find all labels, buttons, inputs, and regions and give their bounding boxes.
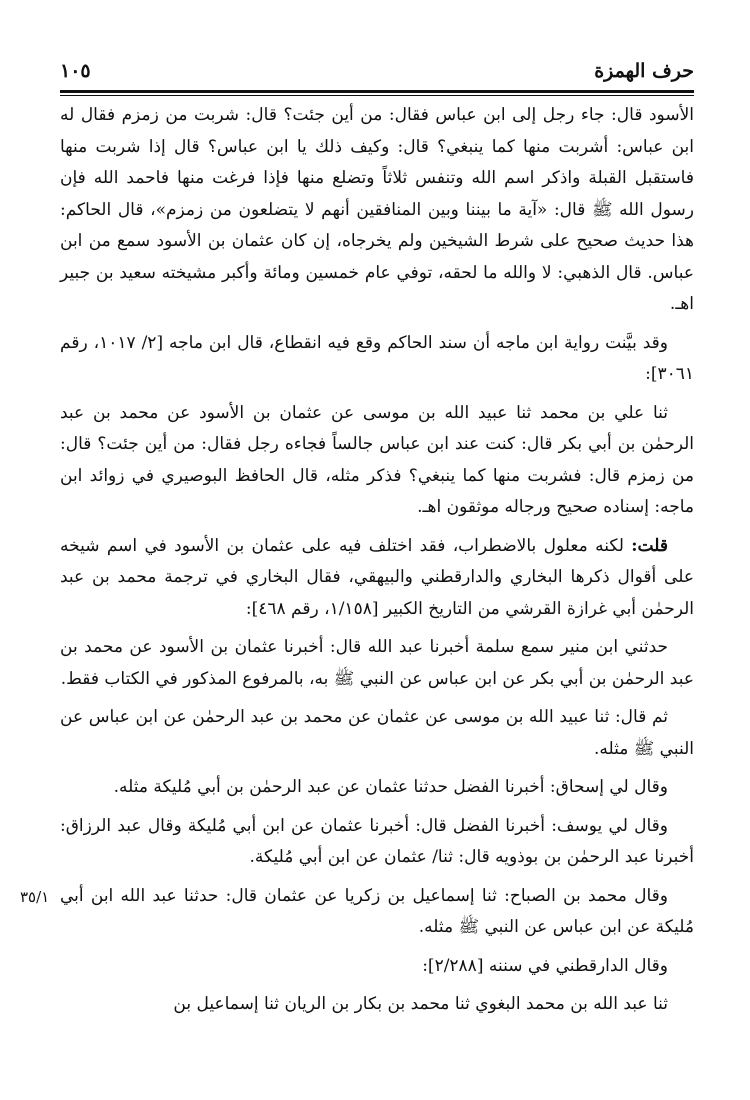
paragraph-11 (60, 989, 694, 1021)
paragraph-text: ثم قال: ثنا عبيد الله بن موسى عن عثمان عن محمد بن عبد الرحمٰن عن ابن عباس عن النبي ﷺ مثله. (60, 707, 694, 759)
paragraph-text: وقال محمد بن الصباح: ثنا إسماعيل بن زكريا عن عثمان قال: حدثنا عبد الله ابن أبي مُليكة عن ابن عباس عن النبي ﷺ مثله. (60, 885, 694, 937)
paragraph-8 (60, 811, 694, 874)
header-rule-thick (60, 90, 694, 93)
chapter-title: حرف الهمزة (594, 60, 694, 82)
paragraph-text: لكنه معلول بالاضطراب، فقد اختلف فيه على عثمان بن الأسود في اسم شيخه على أقوال ذكرها البخاري والدارقطني والبيهقي، فقال البخاري في ترجمة محمد بن عبد الرحمٰن أبي غرازة القرشي من التاريخ الكبير [١/١٥٨، رقم ٤٦٨]: (60, 535, 694, 619)
paragraph-text: وقد بيَّنت رواية ابن ماجه أن سند الحاكم وقع فيه انقطاع، قال ابن ماجه [٢/ ١٠١٧، رقم ٣٠٦١]: (60, 332, 694, 384)
paragraph-10 (60, 951, 694, 983)
paragraph-7 (60, 772, 694, 804)
page-header (60, 52, 694, 92)
paragraph-1 (60, 100, 694, 321)
paragraph-text: وقال لي إسحاق: أخبرنا الفضل حدثنا عثمان عن عبد الرحمٰن بن أبي مُليكة مثله. (113, 777, 668, 797)
header-rule-thin (60, 95, 694, 96)
paragraph-5 (60, 632, 694, 695)
paragraph-text: ثنا علي بن محمد ثنا عبيد الله بن موسى عن عثمان بن الأسود عن محمد بن عبد الرحمٰن بن أبي بكر قال: كنت عند ابن عباس جالساً فجاءه رجل فقال: من أين جئت؟ قال: من زمزم قال: فشربت منها كما ينبغي؟ فذكر مثله، قال الحافظ البوصيري في زوائد ابن ماجه: إسناده صحيح ورجاله موثقون اهـ. (60, 402, 694, 517)
paragraph-text: ثنا عبد الله بن محمد البغوي ثنا محمد بن بكار بن الريان ثنا إسماعيل بن (173, 994, 668, 1014)
paragraph-text: الأسود قال: جاء رجل إلى ابن عباس فقال: من أين جئت؟ قال: شربت من زمزم فقال له ابن عباس: أشربت منها كما ينبغي؟ قال: وكيف ذلك يا ابن عباس؟ قال إذا شربت منها فاستقبل القبلة واذكر اسم الله وتنفس ثلاثاً وتضلع منها فإذا فرغت منها فاحمد الله فإن رسول الله ﷺ قال: «آية ما بيننا وبين المنافقين أنهم لا يتضلعون من زمزم»، قال الحاكم: هذا حديث صحيح على شرط الشيخين ولم يخرجاه، إن كان عثمان بن الأسود سمع من ابن عباس. قال الذهبي: لا والله ما لحقه، توفي عام خمسين ومائة وأكبر مشيخته سعيد بن جبير اهـ. (60, 105, 694, 314)
paragraph-4 (60, 531, 694, 626)
manuscript-margin-note: ٣٥/١ (20, 888, 50, 906)
paragraph-3 (60, 398, 694, 524)
qult-lead: قلت: (631, 535, 668, 556)
page-body (60, 100, 694, 1028)
paragraph-text: حدثني ابن منير سمع سلمة أخبرنا عبد الله قال: أخبرنا عثمان بن الأسود عن محمد بن عبد الرحمٰن بن أبي بكر عن ابن عباس عن النبي ﷺ به، بالمرفوع المذكور في الكتاب فقط. (60, 637, 694, 689)
paragraph-text: وقال الدارقطني في سننه [٢/٢٨٨]: (422, 955, 668, 976)
paragraph-6 (60, 702, 694, 765)
page-number: ١٠٥ (60, 60, 91, 82)
paragraph-text: وقال لي يوسف: أخبرنا الفضل قال: أخبرنا عثمان عن ابن أبي مُليكة وقال عبد الرزاق: أخبرنا عبد الرحمٰن بن بوذويه قال: ثنا/ عثمان عن ابن أبي مُليكة. (60, 815, 694, 867)
paragraph-9 (60, 881, 694, 944)
paragraph-2 (60, 328, 694, 391)
